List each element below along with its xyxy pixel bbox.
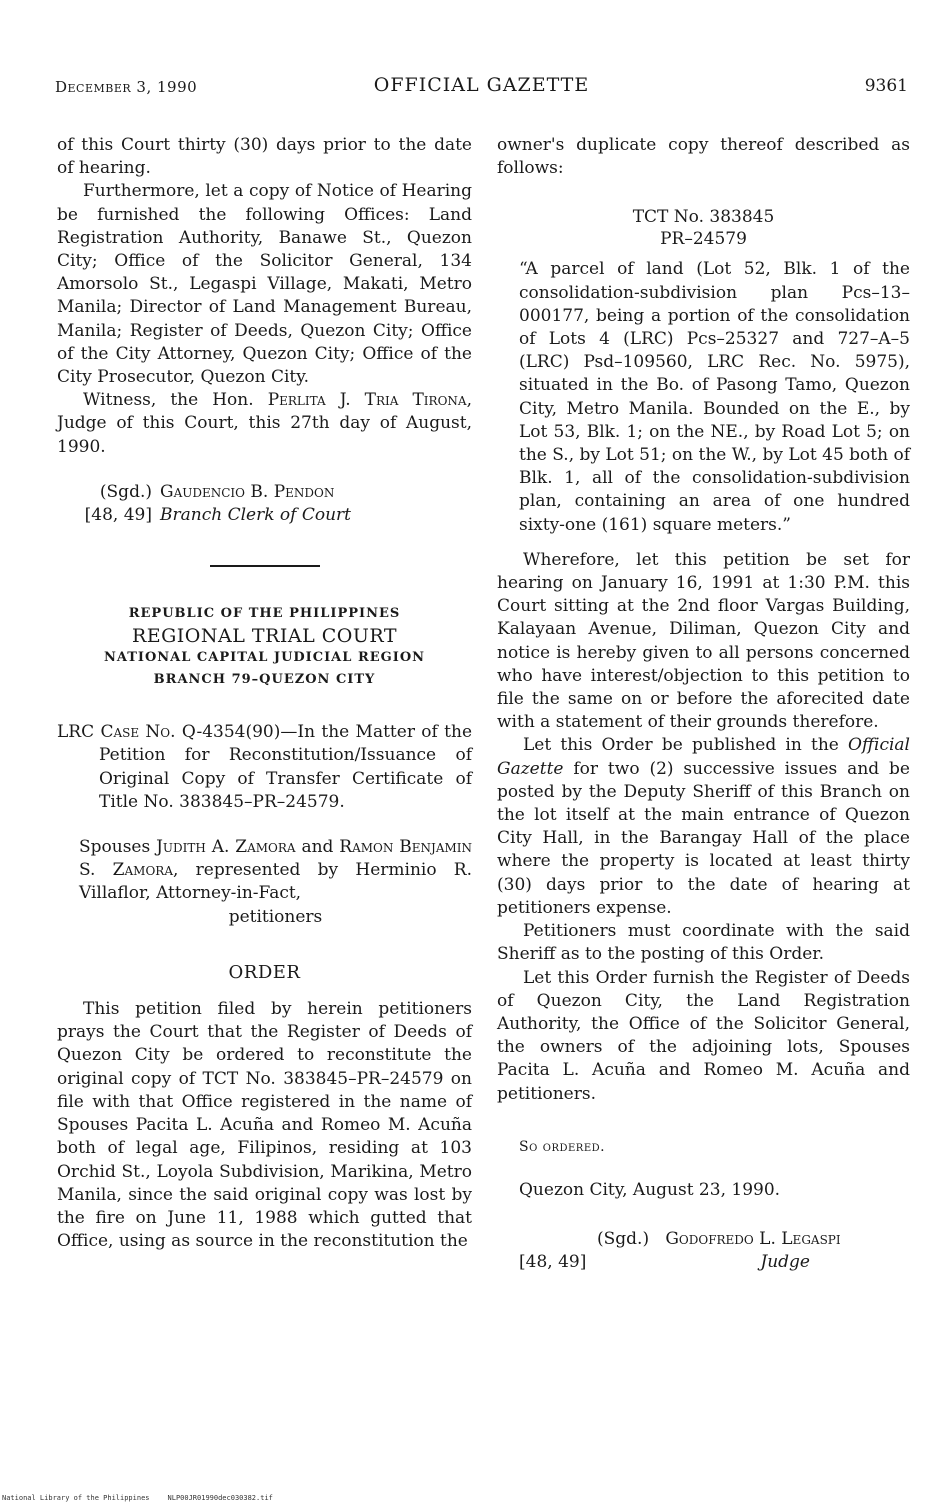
paragraph: This petition filed by herein petitioners prays the Court that the Register of Deeds of Quezon City be ordered to reconstitute the original copy of TCT No. 383845–PR–24579 on file with that Office registered in the name of Spouses Pacita L. Acuña and Romeo M. Acuña both of legal age, Filipinos, residing at 103 Orchid St., Loyola Subdivision, Marikina, Metro Manila, since the said original copy was lost by the fire on June 11, 1988 which gutted that Office, using as source in the reconstitution the bbox=[57, 999, 472, 1252]
signatory-title: Judge bbox=[760, 1252, 810, 1273]
page-header bbox=[55, 74, 908, 104]
signatory-name: Godofredo L. Legaspi bbox=[665, 1229, 841, 1250]
court-heading: REPUBLIC OF THE PHILIPPINES REGIONAL TRIAL COURT NATIONAL CAPITAL JUDICIAL REGION BRANCH 79–QUEZON CITY bbox=[103, 606, 426, 688]
paragraph: Wherefore, let this petition be set for hearing on January 16, 1991 at 1:30 P.M. this Court sitting at the 2nd floor Vargas Building, Kalayaan Avenue, Diliman, Quezon City and notice is hereby given to all persons concerned who have interest/objection to this petition to file the same on or before the aforecited date with a statement of their grounds therefore. bbox=[497, 549, 910, 733]
publication-paragraph: Let this Order be published in the Official Gazette for two (2) successive issues and be posted by the Deputy Sheriff of this Branch on the lot itself at the main entrance of Quezon City Hall, in the Barangay Hall of the place where the property is located at least thirty (30) days prior to the date of hearing at petitioners expense. bbox=[497, 735, 910, 918]
issue-numbers: [48, 49] bbox=[84, 505, 152, 526]
section-divider bbox=[210, 565, 320, 567]
scan-footer: National Library of the Philippines NLP00JR01990dec030382.tif bbox=[2, 1494, 273, 1502]
tct-reference: TCT No. 383845 PR–24579 bbox=[632, 207, 775, 250]
paragraph: of this Court thirty (30) days prior to the date of hearing. bbox=[57, 135, 472, 179]
signatory-title: Branch Clerk of Court bbox=[160, 505, 351, 526]
judge-signature-block: (Sgd.) Godofredo L. Legaspi [48, 49] Judge bbox=[497, 1228, 910, 1274]
issue-date: December 3, 1990 bbox=[55, 78, 198, 96]
clerk-signature-block: (Sgd.) Gaudencio B. Pendon [48, 49] Branch Clerk of Court bbox=[57, 481, 472, 527]
judge-name: Perlita J. Tria Tirona bbox=[267, 390, 467, 411]
land-description-quote: “A parcel of land (Lot 52, Blk. 1 of the consolidation-subdivision plan Pcs–13–000177, being a portion of the consolidation of Lots 4 (LRC) Pcs–25327 and 727–A–5 (LRC) Psd–109560, LRC Rec. No. 5975), situated in the Bo. of Pasong Tamo, Quezon City, Metro Manila. Bounded on the E., by Lot 53, Blk. 1; on the NE., by Road Lot 5; on the S., by Lot 51; on the W., by Lot 45 both of Blk. 1, all of the consolidation-subdivision plan, containing an area of one hundred sixty-one (161) square meters.” bbox=[519, 259, 910, 535]
issue-numbers: [48, 49] bbox=[519, 1252, 587, 1273]
order-title: ORDER bbox=[228, 961, 301, 983]
so-ordered: So ordered. bbox=[519, 1138, 606, 1155]
paragraph: Petitioners must coordinate with the said Sheriff as to the posting of this Order. bbox=[497, 921, 910, 965]
paragraph: Let this Order furnish the Register of Deeds of Quezon City, the Land Registration Authority, the Office of the Solicitor General, the owners of the adjoining lots, Spouses Pacita L. Acuña and Romeo M. Acuña and petitioners. bbox=[497, 967, 910, 1104]
page-number: 9361 bbox=[864, 76, 908, 96]
place-and-date: Quezon City, August 23, 1990. bbox=[519, 1179, 781, 1200]
paragraph: owner's duplicate copy thereof described as follows: bbox=[497, 135, 910, 179]
witness-paragraph: Witness, the Hon. Perlita J. Tria Tirona, Judge of this Court, this 27th day of August, 1990. bbox=[57, 390, 472, 457]
paragraph: Furthermore, let a copy of Notice of Hearing be furnished the following Offices: Land Registration Authority, Banawe St., Quezon City; Office of the Solicitor General, 134 Amorsolo St., Legaspi Village, Makati, Metro Manila; Director of Land Management Bureau, Manila; Register of Deeds, Quezon City; Office of the City Attorney, Quezon City; Office of the City Prosecutor, Quezon City. bbox=[57, 181, 472, 388]
case-caption: LRC Case No. Q-4354(90)—In the Matter of the Petition for Reconstitution/Issuance of Original Copy of Transfer Certificate of Title No. 383845–PR–24579. bbox=[57, 722, 472, 812]
left-column bbox=[57, 134, 472, 1253]
parties-block: Spouses Judith A. Zamora and Ramon Benjamin S. Zamora, represented by Herminio R. Villaflor, Attorney-in-Fact, petitioners bbox=[79, 837, 473, 927]
right-column bbox=[497, 134, 910, 1275]
signatory-name: Gaudencio B. Pendon bbox=[160, 481, 335, 502]
publication-title: OFFICIAL GAZETTE bbox=[373, 74, 590, 96]
